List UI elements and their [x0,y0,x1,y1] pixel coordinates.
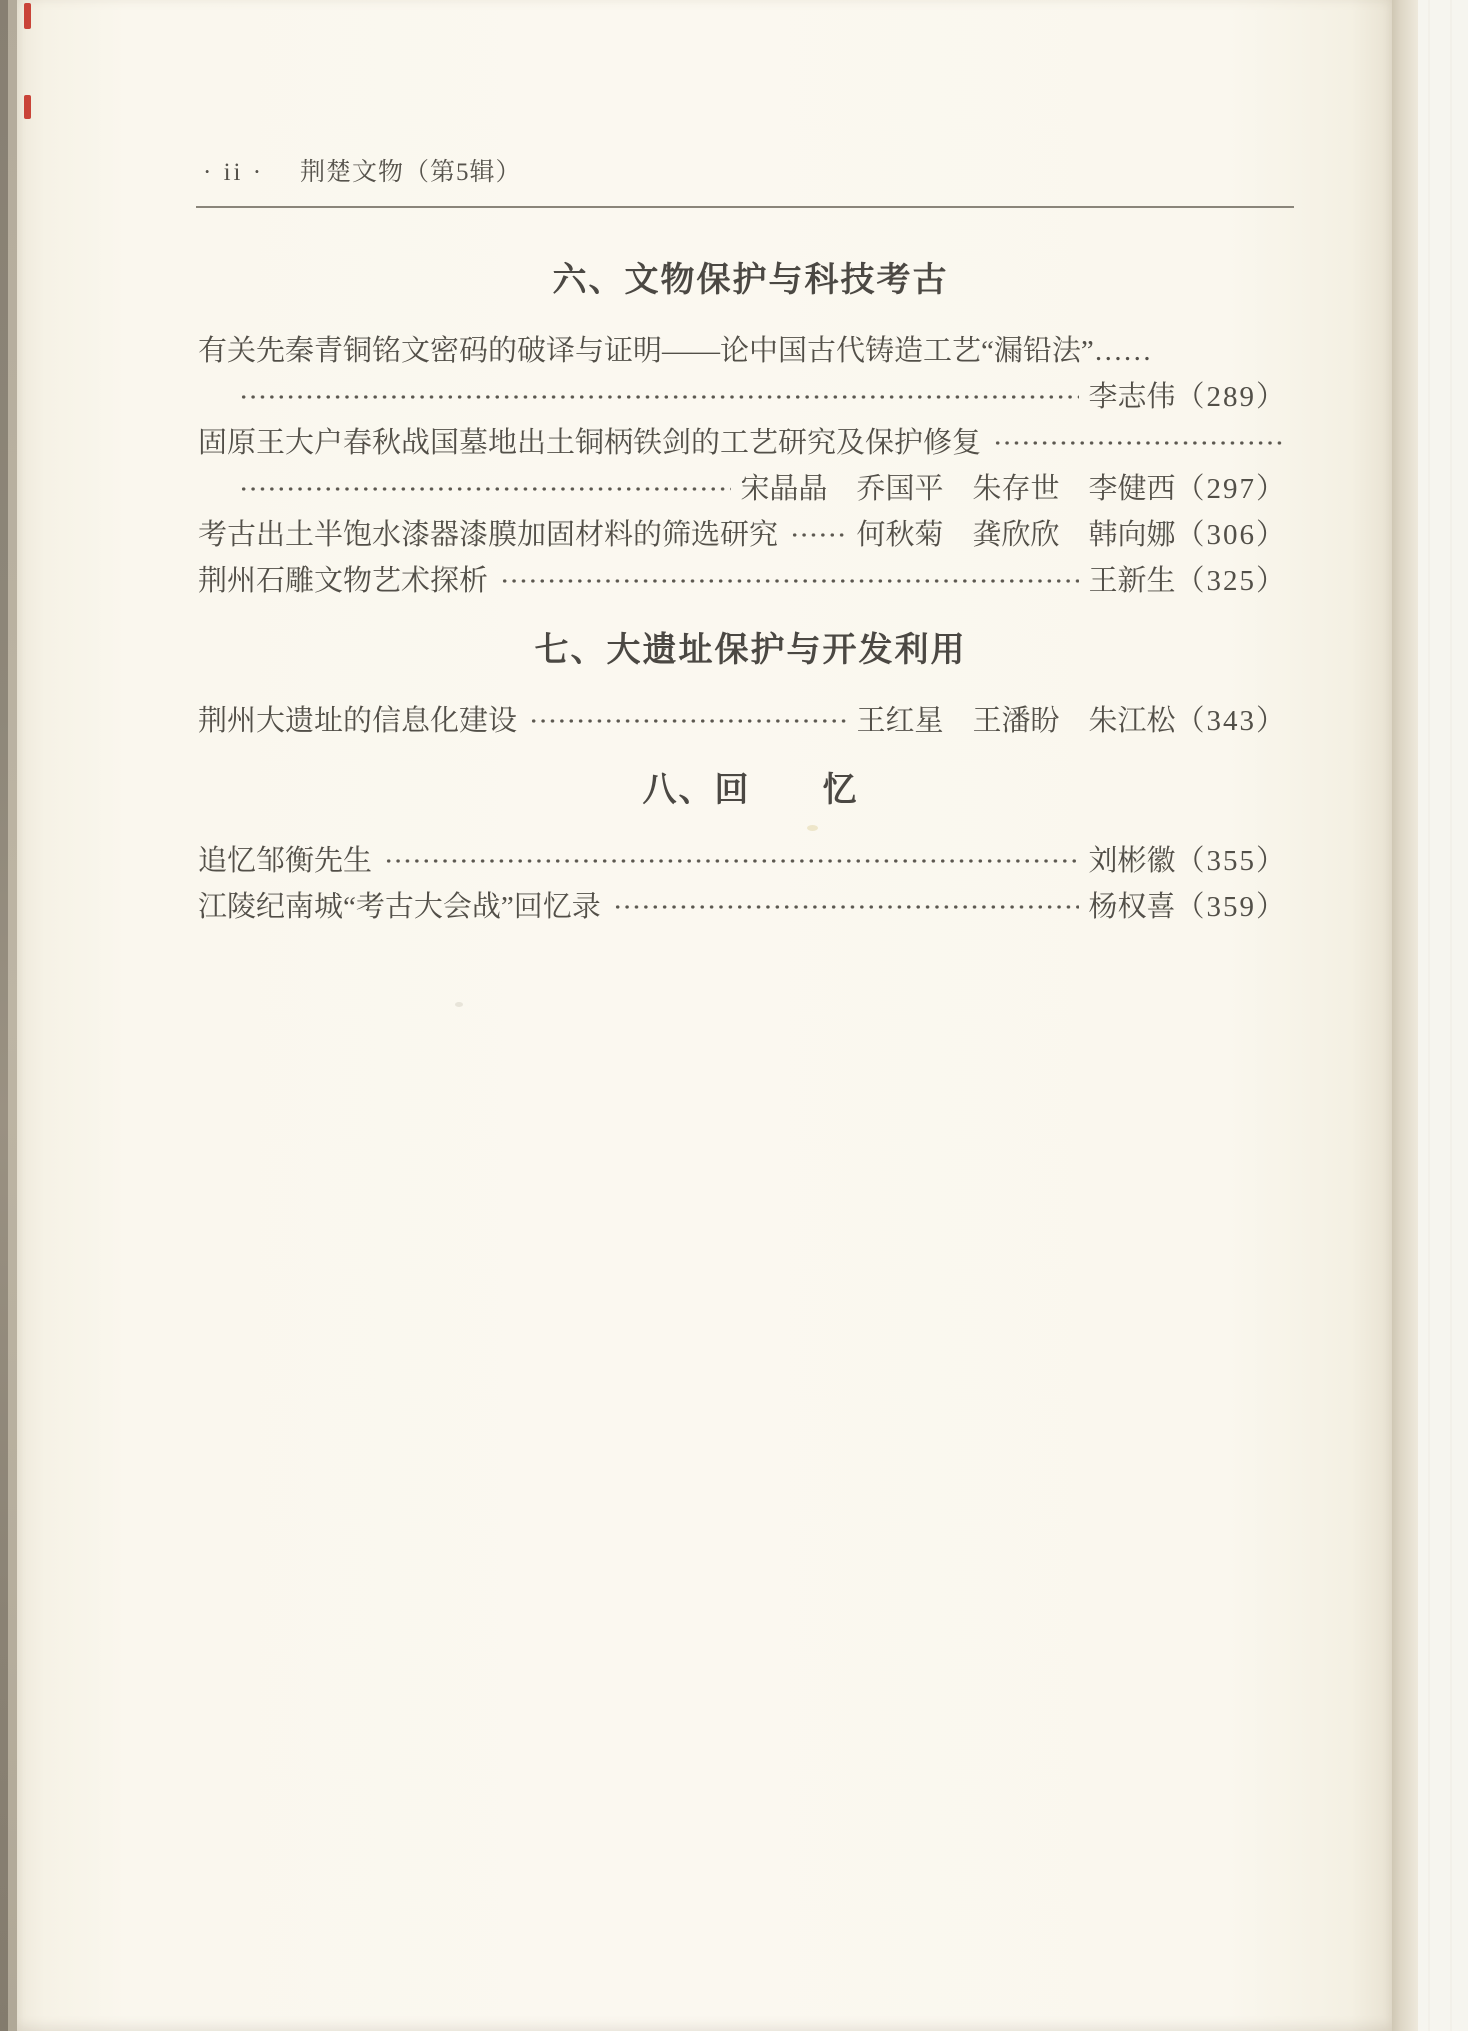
dot-leader [500,578,1079,584]
toc-entry-page-number: （355） [1175,844,1287,877]
toc-entry-line [198,509,1287,555]
header-rule [196,206,1294,208]
book-page [17,0,1392,2031]
dot-leader [384,858,1079,864]
dot-leader [529,718,847,724]
toc-entry-authors: 王新生 [1088,564,1176,597]
toc-entry-line [198,555,1287,601]
toc-section [198,256,1287,601]
toc-entry-title: 江陵纪南城“考古大会战”回忆录 [198,890,601,923]
page-stack-lines [1418,0,1468,2031]
section-entries [198,325,1287,601]
toc-entry-page-number: （359） [1175,890,1287,923]
toc-entry-authors: 刘彬徽 [1088,844,1176,877]
page-edge-shadow [1392,0,1418,2031]
page-number-marker: · ii · [203,159,265,186]
red-scan-mark [24,95,31,119]
book-binding-edge [0,0,8,2031]
toc-entry-authors: 宋晶晶 乔国平 朱存世 李健西 [740,472,1176,505]
toc-entry-line [198,371,1287,417]
section-entries [198,835,1287,927]
dot-leader [239,486,731,492]
toc-section [198,766,1287,927]
toc-entry-authors: 李志伟 [1088,380,1176,413]
binding-gutter-shadow [8,0,17,2031]
table-of-contents [198,256,1287,927]
toc-entry-page-number: （306） [1175,518,1287,551]
toc-entry-title: 荆州石雕文物艺术探析 [198,564,489,597]
section-entries [198,695,1287,741]
toc-entry-page-number: （289） [1175,380,1287,413]
section-heading: 八、回 忆 [642,771,859,809]
toc-entry-line [198,695,1287,741]
scan-speck [807,825,818,831]
toc-entry-line [198,463,1287,509]
red-scan-mark [24,3,31,29]
book-title: 荆楚文物（第5辑） [300,159,522,186]
dot-leader [239,394,1079,400]
dot-leader [993,440,1285,446]
dot-leader [790,532,847,538]
dot-leader [613,904,1080,910]
toc-entry-line [198,417,1287,463]
toc-entry-page-number: （325） [1175,564,1287,597]
section-heading: 六、文物保护与科技考古 [552,261,949,299]
toc-entry-line [198,835,1287,881]
toc-section [198,626,1287,741]
toc-entry-line [198,325,1287,371]
toc-entry-title: 考古出土半饱水漆器漆膜加固材料的筛选研究 [198,518,779,551]
toc-entry-page-number: （297） [1175,472,1287,505]
toc-entry-title: 固原王大户春秋战国墓地出土铜柄铁剑的工艺研究及保护修复 [198,426,982,459]
toc-entry-authors: 王红星 王潘盼 朱江松 [856,704,1176,737]
toc-entry-title: 追忆邹衡先生 [198,844,373,877]
scan-speck [455,1002,463,1007]
toc-entry-line [198,881,1287,927]
toc-entry-title: 有关先秦青铜铭文密码的破译与证明——论中国古代铸造工艺“漏铅法”…… [198,334,1152,367]
section-heading: 七、大遗址保护与开发利用 [534,631,967,669]
toc-entry-authors: 何秋菊 龚欣欣 韩向娜 [856,518,1176,551]
toc-entry-authors: 杨权喜 [1088,890,1176,923]
toc-entry-title: 荆州大遗址的信息化建设 [198,704,518,737]
running-header [203,158,522,188]
toc-entry-page-number: （343） [1175,704,1287,737]
